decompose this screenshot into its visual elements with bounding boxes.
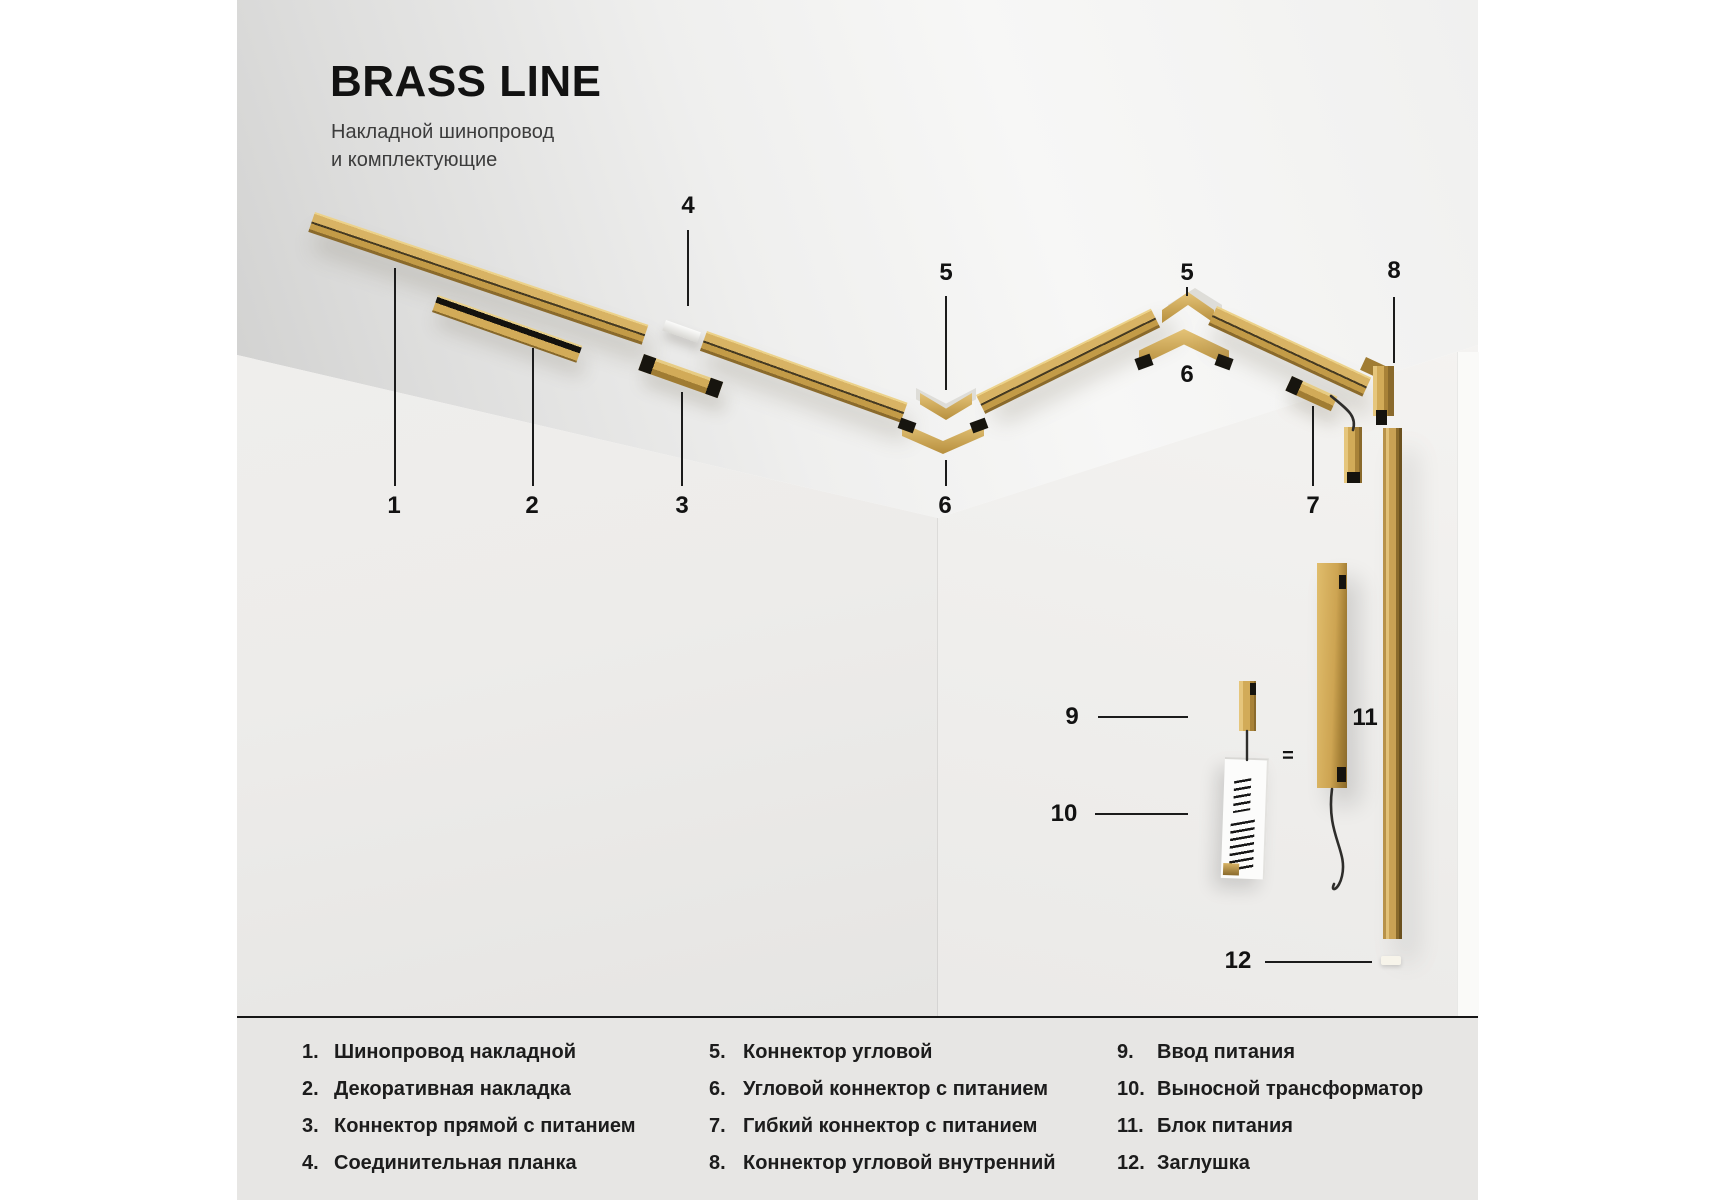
power-supply-unit-11 xyxy=(1317,563,1347,788)
leader-line-6a xyxy=(945,460,947,486)
inner-corner-connector-8 xyxy=(1373,366,1394,416)
wall-edge-strip xyxy=(1457,352,1479,1018)
callout-6b: 6 xyxy=(1180,361,1194,388)
legend-item-number: 3. xyxy=(302,1115,319,1137)
leader-line-4 xyxy=(687,230,689,306)
legend-item xyxy=(1117,1151,1423,1175)
leader-line-10 xyxy=(1095,813,1188,815)
legend-item-number: 6. xyxy=(709,1078,726,1100)
legend-item xyxy=(302,1114,636,1138)
legend-item xyxy=(1117,1114,1423,1138)
legend-item xyxy=(1117,1040,1423,1064)
callout-1: 1 xyxy=(387,492,401,519)
callout-5b: 5 xyxy=(1180,259,1194,286)
contact-tip xyxy=(1339,575,1346,589)
contact-tip xyxy=(1376,410,1387,425)
end-cap-12 xyxy=(1381,956,1401,965)
callout-9: 9 xyxy=(1065,703,1079,730)
legend-item xyxy=(302,1040,636,1064)
corner-connector-brass xyxy=(1162,292,1214,323)
legend-item-number: 7. xyxy=(709,1115,726,1137)
remote-transformer-10 xyxy=(1221,757,1269,879)
leader-line-9 xyxy=(1098,716,1188,718)
wall-corner-edge xyxy=(937,518,938,1018)
legend-item-label: Декоративная накладка xyxy=(334,1078,571,1100)
contact-tip xyxy=(1337,767,1346,782)
callout-10: 10 xyxy=(1050,800,1078,827)
legend-item xyxy=(709,1151,1056,1175)
callout-4: 4 xyxy=(681,192,695,219)
subtitle-line-1: Накладной шинопровод xyxy=(331,121,555,143)
legend-item-number: 1. xyxy=(302,1041,319,1063)
leader-line-8 xyxy=(1393,297,1395,363)
legend-item-label: Коннектор угловой xyxy=(743,1041,933,1063)
legend-item-label: Угловой коннектор с питанием xyxy=(743,1078,1049,1100)
leader-line-5b xyxy=(1186,287,1188,296)
legend-item-label: Выносной трансформатор xyxy=(1157,1078,1424,1100)
subtitle-line-2: и комплектующие xyxy=(331,149,498,171)
leader-line-7 xyxy=(1312,406,1314,486)
leader-line-5a xyxy=(945,296,947,390)
callout-5a: 5 xyxy=(939,259,953,286)
legend-column-2 xyxy=(709,1040,1056,1188)
legend-item-label: Гибкий коннектор с питанием xyxy=(743,1115,1038,1137)
corner-connector-5a-body xyxy=(920,393,972,420)
legend-item xyxy=(709,1040,1056,1064)
callout-8: 8 xyxy=(1387,257,1401,284)
legend-separator xyxy=(237,1016,1478,1018)
legend-item xyxy=(709,1077,1056,1101)
legend-item xyxy=(302,1151,636,1175)
legend-column-3 xyxy=(1117,1040,1423,1188)
equals-sign: = xyxy=(1282,745,1294,767)
legend-column-1 xyxy=(302,1040,636,1188)
page-subtitle xyxy=(331,118,554,174)
legend-item-label: Блок питания xyxy=(1157,1115,1293,1137)
corner-connector-brass xyxy=(920,393,972,420)
legend-item-number: 10. xyxy=(1117,1078,1145,1100)
legend-item-number: 12. xyxy=(1117,1152,1145,1174)
wall-track xyxy=(1383,428,1402,939)
corner-connector-powered-6a xyxy=(902,423,984,454)
legend-item-number: 11. xyxy=(1117,1115,1144,1137)
leader-line-12 xyxy=(1265,961,1372,963)
vent-slots-upper xyxy=(1233,778,1251,813)
legend-item-label: Коннектор угловой внутренний xyxy=(743,1152,1056,1174)
legend-item-number: 2. xyxy=(302,1078,319,1100)
callout-11: 11 xyxy=(1352,704,1378,731)
corner-connector-5b xyxy=(1162,292,1214,323)
leader-line-1 xyxy=(394,268,396,486)
legend-item-label: Соединительная планка xyxy=(334,1152,577,1174)
callout-7: 7 xyxy=(1306,492,1320,519)
callout-12: 12 xyxy=(1224,947,1252,974)
legend-item xyxy=(302,1077,636,1101)
legend-item-label: Ввод питания xyxy=(1157,1041,1296,1063)
leader-line-2 xyxy=(532,348,534,486)
contact-tip xyxy=(1347,472,1360,483)
contact-tip xyxy=(1250,683,1256,695)
callout-2: 2 xyxy=(525,492,539,519)
legend-item-number: 8. xyxy=(709,1152,726,1174)
legend-item-label: Шинопровод накладной xyxy=(334,1041,577,1063)
leader-line-3 xyxy=(681,392,683,486)
legend-item xyxy=(1117,1077,1423,1101)
page-title: BRASS LINE xyxy=(330,57,602,106)
legend-item-number: 5. xyxy=(709,1041,726,1063)
transformer-foot xyxy=(1223,863,1239,876)
legend-item xyxy=(709,1114,1056,1138)
legend-item-number: 9. xyxy=(1117,1041,1134,1063)
callout-3: 3 xyxy=(675,492,689,519)
legend-item-number: 4. xyxy=(302,1152,319,1174)
legend-item-label: Коннектор прямой с питанием xyxy=(334,1115,636,1137)
callout-6a: 6 xyxy=(938,492,952,519)
legend-item-label: Заглушка xyxy=(1157,1152,1250,1174)
